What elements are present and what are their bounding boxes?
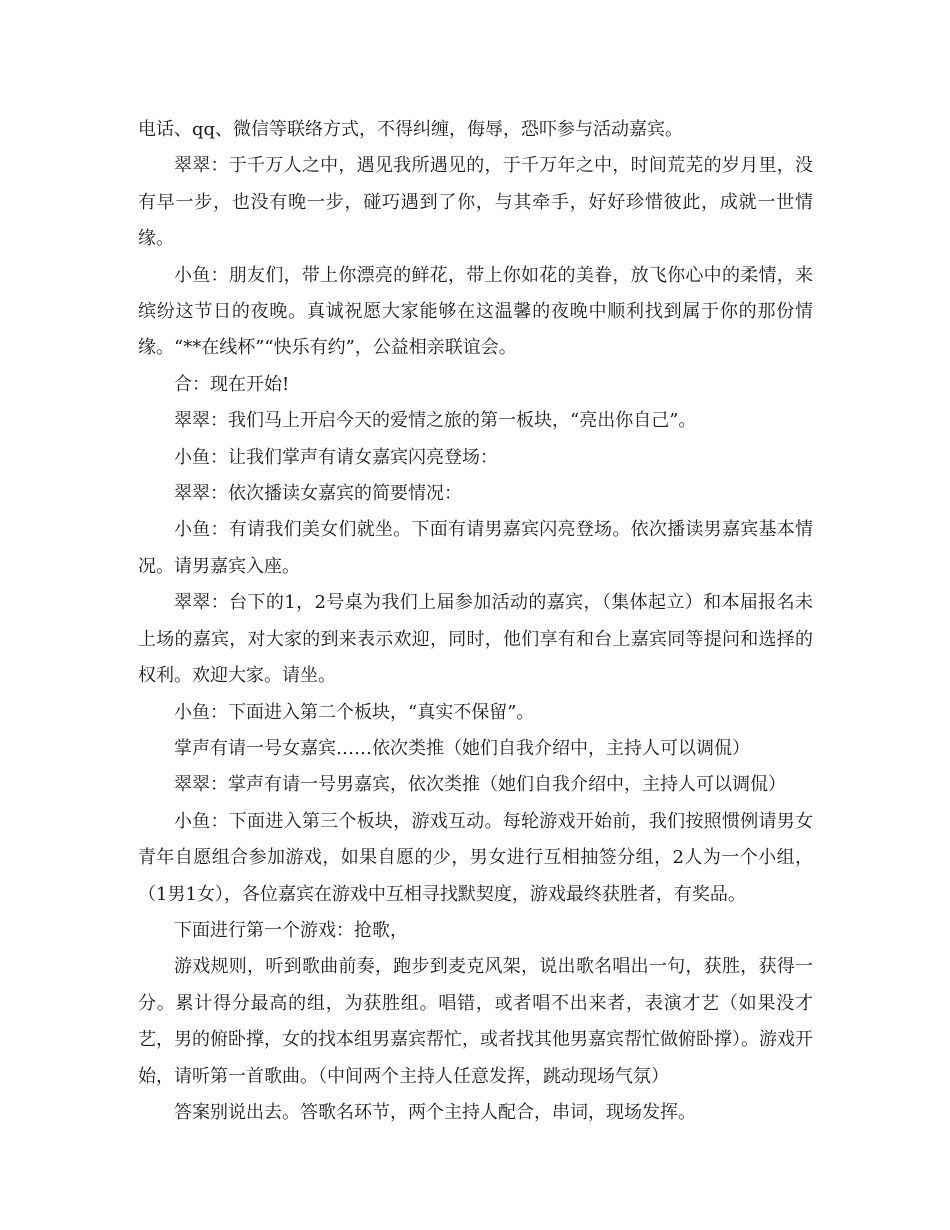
paragraph-xiaoyu-opening: 小鱼：朋友们，带上你漂亮的鲜花，带上你如花的美眷，放飞你心中的柔情，来缤纷这节日的夜晚。真诚祝愿大家能够在这温馨的夜晚中顺利找到属于你的那份情缘。“**在线杯”“快乐有约”，公益相亲联谊会。: [138, 264, 813, 359]
paragraph-female-self-intro: 掌声有请一号女嘉宾……依次类推（她们自我介绍中，主持人可以调侃）: [174, 737, 750, 759]
paragraph-male-self-intro: 翠翠：掌声有请一号男嘉宾，依次类推（她们自我介绍中，主持人可以调侃）: [174, 774, 786, 796]
paragraph-answer-note: 答案别说出去。答歌名环节，两个主持人配合，串词，现场发挥。: [174, 1101, 696, 1123]
paragraph-audience-guests: 翠翠：台下的1，2号桌为我们上届参加活动的嘉宾，（集体起立）和本届报名未上场的嘉宾，对大家的到来表示欢迎，同时，他们享有和台上嘉宾同等提问和选择的权利。欢迎大家。请坐。: [138, 592, 813, 687]
document-body: [138, 112, 813, 1131]
paragraph-female-guests-intro: 翠翠：依次播读女嘉宾的简要情况：: [174, 483, 462, 505]
paragraph-game-rules: 游戏规则，听到歌曲前奏，跑步到麦克风架，说出歌名唱出一句，获胜，获得一分。累计得分最高的组，为获胜组。唱错，或者唱不出来者，表演才艺（如果没才艺，男的俯卧撑，女的找本组男嘉宾帮忙，或者找其他男嘉宾帮忙做俯卧撑）。游戏开始，请听第一首歌曲。（中间两个主持人任意发挥，跳动现场气氛）: [138, 956, 813, 1087]
paragraph-second-section: 小鱼：下面进入第二个板块，“真实不保留”。: [174, 701, 535, 723]
paragraph-first-game: 下面进行第一个游戏：抢歌，: [174, 919, 408, 941]
paragraph-contact-rules: 电话、qq、微信等联络方式，不得纠缠，侮辱，恐吓参与活动嘉宾。: [138, 119, 684, 140]
paragraph-female-guests-enter: 小鱼：让我们掌声有请女嘉宾闪亮登场：: [174, 446, 498, 468]
paragraph-cuicui-opening: 翠翠：于千万人之中，遇见我所遇见的，于千万年之中，时间荒芜的岁月里，没有早一步，也没有晚一步，碰巧遇到了你，与其牵手，好好珍惜彼此，成就一世情缘。: [138, 155, 813, 250]
paragraph-male-guests-enter: 小鱼：有请我们美女们就坐。下面有请男嘉宾闪亮登场。依次播读男嘉宾基本情况。请男嘉宾入座。: [138, 519, 813, 577]
paragraph-third-section: 小鱼：下面进入第三个板块，游戏互动。每轮游戏开始前，我们按照惯例请男女青年自愿组合参加游戏，如果自愿的少，男女进行互相抽签分组，2人为一个小组，（1男1女），各位嘉宾在游戏中互相寻找默契度，游戏最终获胜者，有奖品。: [138, 810, 813, 905]
paragraph-first-section: 翠翠：我们马上开启今天的爱情之旅的第一板块，“亮出你自己”。: [174, 410, 697, 432]
paragraph-together-start: 合：现在开始!: [174, 373, 290, 395]
